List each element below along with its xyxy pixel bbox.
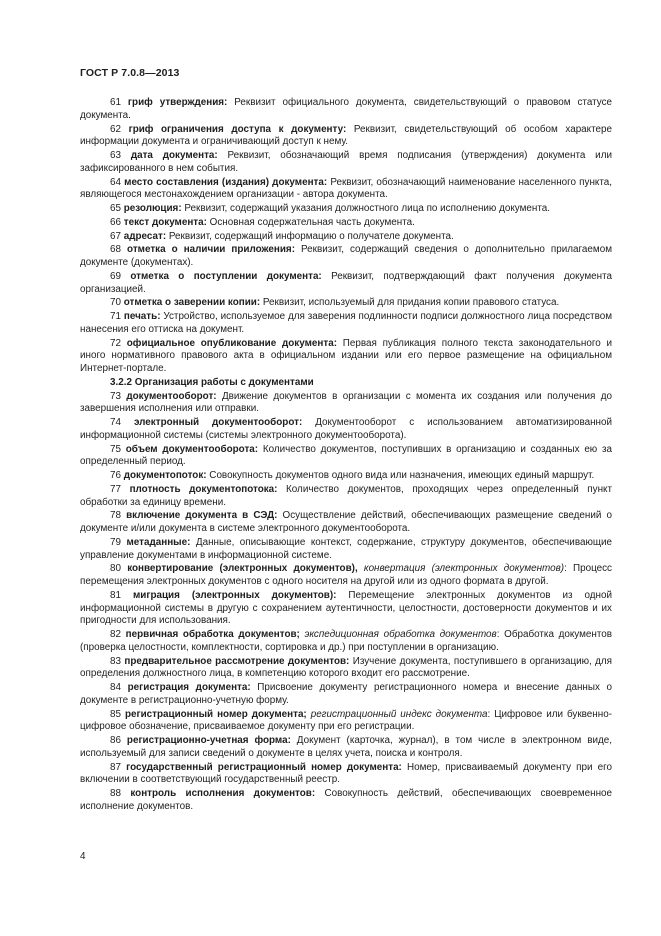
term-definition: Движение документов в организации с момента их создания или получения до завершения исполнения или отправки. [80, 390, 612, 415]
term-entry [80, 217, 612, 230]
term-entry [80, 391, 612, 416]
term-definition: Документооборот с использованием автоматизированной информационной системы (системы электронного документооборота). [80, 417, 612, 441]
term-name: включение документа в СЭД: [126, 510, 278, 522]
term-entry [80, 656, 612, 681]
term-definition: Устройство, используемое для заверения подлинности подписи должностного лица посредством нанесения его оттиска на документ. [80, 311, 612, 335]
term-entry [80, 231, 612, 244]
term-number: 74 [110, 417, 121, 429]
term-number: 85 [110, 708, 121, 720]
term-name: метаданные: [126, 536, 191, 548]
term-number: 81 [110, 589, 121, 601]
term-definition: : Обработка документов (проверка целостности, комплектности, сортировка и др.) при поступлении в организацию. [80, 629, 613, 653]
term-definition: Основная содержательная часть документа. [206, 216, 415, 228]
term-number: 69 [110, 270, 121, 282]
term-name: отметка о наличии приложения: [127, 244, 295, 256]
term-number: 72 [110, 337, 121, 349]
term-definition: Количество документов, поступивших в организацию и созданных ею за определенный период. [80, 443, 612, 468]
term-name: официальное опубликование документа: [126, 337, 337, 349]
term-number: 64 [110, 176, 121, 188]
term-definition: Реквизит, свидетельствующий об особом характере информации документа и ограничивающий доступ к нему. [80, 123, 612, 148]
term-entry [80, 297, 612, 310]
term-definition: Присвоение документу регистрационного номера и внесение данных о документе в регистрационно-учетную форму. [80, 682, 612, 706]
page-header: ГОСТ Р 7.0.8—2013 [80, 67, 180, 79]
term-entry [80, 788, 612, 813]
term-name: электронный документооборот: [133, 417, 303, 429]
term-definition: Изучение документа, поступившего в организацию, для определения должностного лица, в компетенцию которого входит его рассмотрение. [80, 655, 613, 680]
term-name: предварительное рассмотрение документов: [124, 655, 350, 667]
term-number: 62 [110, 123, 121, 135]
term-name: место составления (издания) документа: [124, 176, 328, 188]
term-definition: Осуществление действий, обеспечивающих размещение сведений о документе и/или документа в системе электронного документооборота. [80, 510, 612, 535]
term-number: 71 [110, 311, 121, 323]
term-number: 83 [110, 655, 121, 667]
term-number: 66 [110, 216, 121, 228]
term-entry [80, 444, 612, 469]
term-name: текст документа: [123, 216, 207, 228]
term-entry [80, 177, 612, 202]
term-number: 88 [110, 788, 121, 800]
term-name: отметка о поступлении документа: [130, 270, 322, 282]
term-definition: Реквизит, обозначающий наименование населенного пункта, являющегося местонахождением организации - автора документа. [80, 176, 612, 201]
term-definition: Совокупность действий, обеспечивающих своевременное исполнение документов. [80, 788, 613, 812]
term-entry [80, 563, 612, 588]
term-entry [80, 311, 612, 336]
term-number: 76 [110, 470, 121, 482]
term-number: 75 [110, 443, 121, 455]
term-name: плотность документопотока: [129, 483, 278, 495]
term-name: регистрационно-учетная форма: [126, 735, 291, 747]
term-name: адресат: [123, 230, 167, 242]
term-name: гриф утверждения: [127, 97, 228, 108]
term-definition: : Процесс перемещения электронных документов с одного носителя на другой или из одного формата в другой. [80, 563, 612, 588]
term-definition: Реквизит, содержащий указания должностного лица по исполнению документа. [181, 203, 550, 214]
term-list-b [80, 391, 612, 814]
page-content [80, 97, 612, 815]
term-entry [80, 484, 612, 509]
term-number: 73 [110, 390, 121, 402]
term-entry [80, 735, 612, 760]
term-entry [80, 682, 612, 707]
term-definition: Количество документов, проходящих через определенный пункт обработки за единицу времени. [80, 483, 612, 508]
term-definition: Реквизит, используемый для придания копии правового статуса. [260, 297, 560, 309]
term-name: печать: [123, 311, 161, 323]
term-list-a [80, 97, 612, 376]
term-name: документооборот: [126, 390, 217, 402]
term-entry [80, 709, 612, 734]
term-synonym: экспедиционная обработка документов [299, 629, 497, 641]
term-definition: Документ (карточка, журнал), в том числе в электронном виде, используемый для записи сведений о документе в целях учета, поиска и контроля. [80, 735, 612, 759]
term-name: резолюция: [123, 203, 182, 214]
term-entry [80, 470, 612, 483]
term-number: 87 [110, 761, 121, 773]
term-definition: Данные, описывающие контекст, содержание, структуру документов, обеспечивающие управление документами в информационной системе. [80, 536, 612, 561]
term-entry [80, 510, 612, 535]
term-number: 86 [110, 735, 121, 747]
term-definition: Реквизит, обозначающий время подписания (утверждения) документа или зафиксированного в нем события. [80, 150, 612, 174]
term-name: миграция (электронных документов): [132, 589, 337, 601]
term-name: конвертирование (электронных документов), [127, 563, 358, 575]
term-number: 78 [110, 510, 121, 522]
term-name: государственный регистрационный номер документа: [126, 761, 402, 773]
term-name: объем документооборота: [125, 443, 259, 455]
term-name: отметка о заверении копии: [123, 297, 261, 309]
term-number: 77 [110, 483, 121, 495]
term-definition: Перемещение электронных документов из одной информационной системы в другую с сохранением аутентичности, целостности, достоверности документов и их пригодности для использования. [80, 589, 613, 627]
term-entry [80, 271, 612, 296]
term-definition: Реквизит официального документа, свидетельствующий о правовом статусе документа. [80, 97, 613, 121]
term-number: 79 [110, 536, 121, 548]
term-synonym: регистрационный индекс документа [306, 708, 488, 720]
term-name: регистрация документа: [127, 682, 251, 694]
term-number: 84 [110, 682, 121, 694]
term-synonym: конвертация (электронных документов) [357, 563, 565, 575]
term-name: документопоток: [123, 470, 207, 482]
term-name: дата документа: [130, 150, 218, 161]
term-name: регистрационный номер документа; [124, 708, 307, 720]
term-entry [80, 150, 612, 175]
page-number: 4 [80, 851, 86, 862]
term-entry [80, 244, 612, 269]
term-name: контроль исполнения документов: [130, 788, 316, 800]
term-entry [80, 124, 612, 149]
term-entry [80, 203, 612, 216]
term-definition: Первая публикация полного текста законодательного и иного нормативного правового акта в официальном издании или его первое размещение на официальном Интернет-портале. [80, 337, 612, 375]
term-name: первичная обработка документов; [125, 629, 300, 641]
term-number: 63 [110, 150, 121, 161]
term-number: 82 [110, 629, 121, 641]
term-definition: Реквизит, подтверждающий факт получения документа организацией. [80, 270, 612, 295]
term-definition: Номер, присваиваемый документу при его включении в соответствующий государственный реестр. [80, 761, 613, 786]
term-definition: Реквизит, содержащий сведения о дополнительно прилагаемом документе (документах). [80, 244, 612, 269]
term-entry [80, 537, 612, 562]
term-definition: Реквизит, содержащий информацию о получателе документа. [166, 230, 454, 242]
term-name: гриф ограничения доступа к документу: [128, 123, 347, 135]
term-definition: Совокупность документов одного вида или назначения, имеющих единый маршрут. [206, 470, 595, 482]
term-number: 67 [110, 230, 121, 242]
term-entry [80, 590, 612, 628]
term-entry [80, 417, 612, 442]
term-number: 65 [110, 203, 121, 214]
term-definition: : Цифровое или буквенно-цифровое обозначение, присваиваемое документу при его регистрации. [80, 708, 612, 733]
term-entry [80, 762, 612, 787]
term-entry [80, 97, 612, 122]
term-number: 70 [110, 297, 121, 309]
term-number: 61 [110, 97, 121, 108]
section-heading: 3.2.2 Организация работы с документами [110, 376, 314, 388]
term-number: 80 [110, 563, 121, 575]
term-entry [80, 338, 612, 376]
term-number: 68 [110, 244, 121, 256]
term-entry [80, 629, 612, 654]
